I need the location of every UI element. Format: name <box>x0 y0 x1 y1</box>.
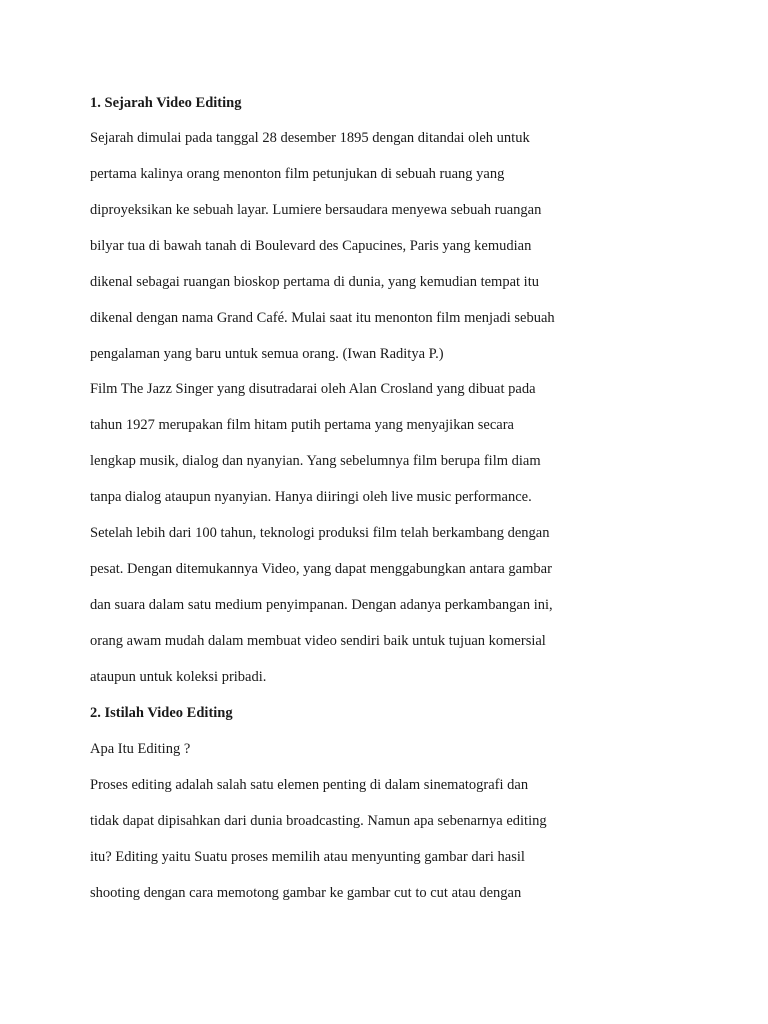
paragraph-line: pertama kalinya orang menonton film petunjukan di sebuah ruang yang <box>90 166 505 182</box>
paragraph-line: dikenal dengan nama Grand Café. Mulai saat itu menonton film menjadi sebuah <box>90 310 555 326</box>
paragraph-line: Proses editing adalah salah satu elemen penting di dalam sinematografi dan <box>90 777 529 793</box>
paragraph-line: dan suara dalam satu medium penyimpanan. Dengan adanya perkambangan ini, <box>90 597 553 613</box>
paragraph-line: Sejarah dimulai pada tanggal 28 desember 1895 dengan ditandai oleh untuk <box>90 130 530 146</box>
paragraph-line: tidak dapat dipisahkan dari dunia broadcasting. Namun apa sebenarnya editing <box>90 813 547 829</box>
paragraph-line: tahun 1927 merupakan film hitam putih pertama yang menyajikan secara <box>90 417 514 433</box>
paragraph-line: itu? Editing yaitu Suatu proses memilih atau menyunting gambar dari hasil <box>90 849 525 865</box>
paragraph-line: Film The Jazz Singer yang disutradarai oleh Alan Crosland yang dibuat pada <box>90 381 536 397</box>
paragraph-line: lengkap musik, dialog dan nyanyian. Yang sebelumnya film berupa film diam <box>90 453 541 469</box>
section-heading-sejarah: 1. Sejarah Video Editing <box>90 95 242 111</box>
paragraph-line: orang awam mudah dalam membuat video sendiri baik untuk tujuan komersial <box>90 633 546 649</box>
paragraph-line: dikenal sebagai ruangan bioskop pertama di dunia, yang kemudian tempat itu <box>90 274 539 290</box>
paragraph-line: bilyar tua di bawah tanah di Boulevard des Capucines, Paris yang kemudian <box>90 238 532 254</box>
paragraph-line: pesat. Dengan ditemukannya Video, yang dapat menggabungkan antara gambar <box>90 561 552 577</box>
subheading-apa-itu-editing: Apa Itu Editing ? <box>90 741 191 757</box>
section-heading-istilah: 2. Istilah Video Editing <box>90 705 233 721</box>
paragraph-line: Setelah lebih dari 100 tahun, teknologi produksi film telah berkambang dengan <box>90 525 550 541</box>
paragraph-line: pengalaman yang baru untuk semua orang. (Iwan Raditya P.) <box>90 346 444 362</box>
paragraph-line: diproyeksikan ke sebuah layar. Lumiere bersaudara menyewa sebuah ruangan <box>90 202 542 218</box>
paragraph-line: shooting dengan cara memotong gambar ke gambar cut to cut atau dengan <box>90 885 522 901</box>
paragraph-line: ataupun untuk koleksi pribadi. <box>90 669 267 685</box>
paragraph-line: tanpa dialog ataupun nyanyian. Hanya diiringi oleh live music performance. <box>90 489 532 505</box>
